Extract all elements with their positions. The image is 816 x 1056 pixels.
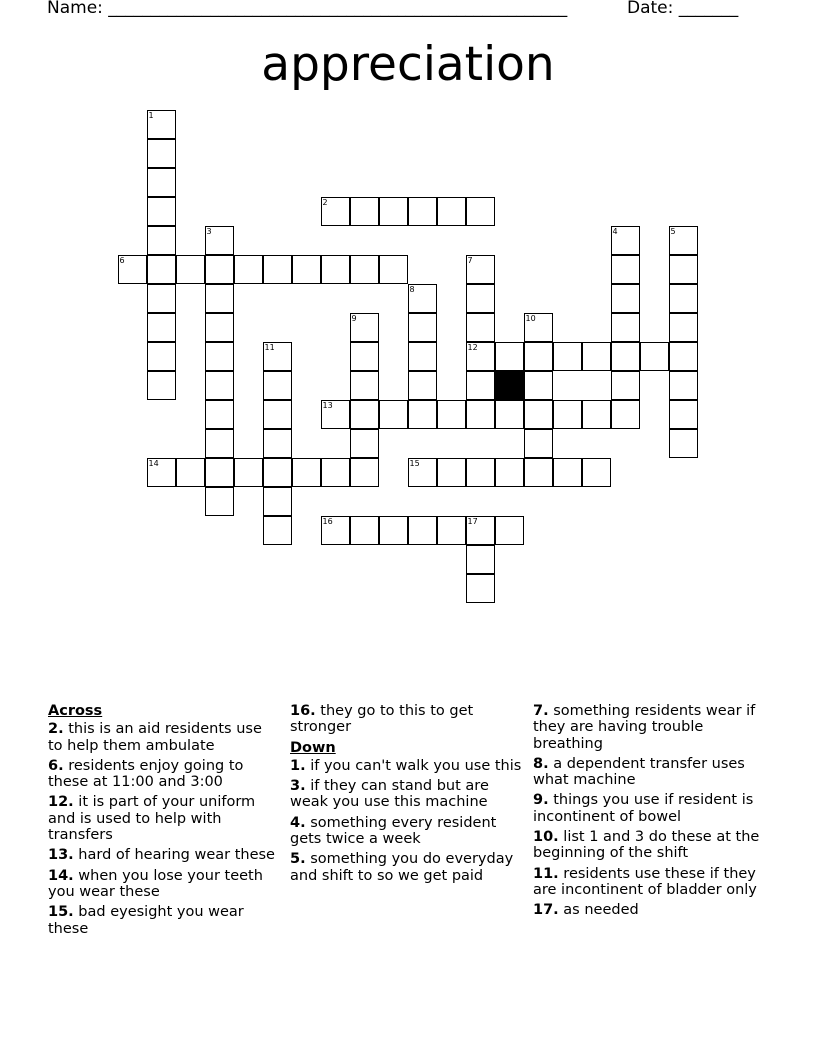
crossword-cell[interactable] [466, 400, 495, 429]
clue-item-number: 1. [290, 757, 306, 774]
crossword-cell[interactable] [292, 458, 321, 487]
crossword-cell[interactable] [147, 371, 176, 400]
clue-item-text: something residents wear if they are having trouble breathing [533, 703, 756, 752]
crossword-cell[interactable] [379, 255, 408, 284]
crossword-cell[interactable] [408, 313, 437, 342]
crossword-cell[interactable] [263, 255, 292, 284]
clue-item-text: residents enjoy going to these at 11:00 and 3:00 [48, 757, 244, 791]
clue-item [533, 829, 765, 862]
clue-item-number: 3. [290, 778, 306, 795]
crossword-cell[interactable] [263, 487, 292, 516]
crossword-cell[interactable] [234, 458, 263, 487]
clue-item [290, 758, 522, 774]
clue-number: 16 [322, 517, 333, 526]
crossword-cell[interactable] [611, 313, 640, 342]
clue-number: 14 [148, 459, 159, 468]
clue-item-number: 17. [533, 902, 559, 919]
crossword-cell[interactable] [234, 255, 263, 284]
crossword-cell[interactable] [640, 342, 669, 371]
clue-item-text: something every resident gets twice a week [290, 814, 497, 848]
clue-item-text: they go to this to get stronger [290, 703, 474, 736]
clue-item [48, 794, 278, 843]
crossword-cell[interactable] [350, 458, 379, 487]
date-field[interactable]: Date: _______ [627, 0, 739, 18]
clue-number: 9 [351, 314, 357, 323]
crossword-cell[interactable] [437, 458, 466, 487]
crossword-cell[interactable] [205, 371, 234, 400]
crossword-cell[interactable] [205, 313, 234, 342]
crossword-cell[interactable] [582, 342, 611, 371]
crossword-cell[interactable] [147, 197, 176, 226]
crossword-cell[interactable] [524, 342, 553, 371]
clue-number: 1 [148, 111, 154, 120]
clue-number: 3 [206, 227, 212, 236]
clue-item-text: bad eyesight you wear these [48, 904, 244, 937]
crossword-cell[interactable] [147, 110, 176, 139]
clue-item [290, 778, 522, 811]
clue-item-number: 16. [290, 703, 316, 719]
clue-number: 8 [409, 285, 415, 294]
crossword-cell[interactable] [524, 400, 553, 429]
clue-item [533, 703, 765, 752]
clue-number: 5 [670, 227, 676, 236]
crossword-cell[interactable] [611, 371, 640, 400]
clue-item-text: things you use if resident is incontinent of bowel [533, 792, 754, 825]
crossword-cell[interactable] [147, 458, 176, 487]
crossword-cell[interactable] [205, 255, 234, 284]
clues-column-1 [48, 703, 278, 941]
clue-item-text: when you lose your teeth you wear these [48, 867, 263, 900]
crossword-cell[interactable] [408, 371, 437, 400]
crossword-cell[interactable] [408, 197, 437, 226]
crossword-cell[interactable] [466, 574, 495, 603]
crossword-cell[interactable] [205, 226, 234, 255]
crossword-cell[interactable] [147, 139, 176, 168]
clue-item-number: 10. [533, 829, 559, 846]
crossword-cell[interactable] [669, 429, 698, 458]
crossword-cell[interactable] [263, 371, 292, 400]
clue-item-number: 15. [48, 904, 74, 921]
crossword-cell[interactable] [611, 226, 640, 255]
crossword-cell[interactable] [205, 429, 234, 458]
clue-item [290, 703, 522, 736]
clue-item [48, 721, 278, 754]
name-field[interactable]: Name: ______________________________________________________ [47, 0, 568, 18]
clue-item-number: 12. [48, 794, 74, 811]
crossword-cell[interactable] [466, 284, 495, 313]
crossword-cell[interactable] [350, 400, 379, 429]
crossword-cell[interactable] [379, 197, 408, 226]
crossword-cell[interactable] [669, 226, 698, 255]
clue-item [48, 868, 278, 901]
clue-item-number: 6. [48, 757, 64, 774]
crossword-cell[interactable] [437, 516, 466, 545]
clue-item [48, 904, 278, 937]
crossword-cell[interactable] [147, 226, 176, 255]
crossword-cell[interactable] [205, 284, 234, 313]
clue-item-number: 8. [533, 755, 549, 772]
crossword-cell[interactable] [147, 342, 176, 371]
crossword-cell[interactable] [669, 255, 698, 284]
crossword-cell[interactable] [669, 371, 698, 400]
crossword-cell[interactable] [350, 197, 379, 226]
clue-number: 11 [264, 343, 275, 352]
crossword-cell[interactable] [147, 255, 176, 284]
crossword-cell[interactable] [466, 342, 495, 371]
clue-item-text: this is an aid residents use to help them ambulate [48, 721, 262, 754]
clue-item-number: 14. [48, 867, 74, 884]
section-heading: Down [290, 739, 336, 756]
crossword-cell[interactable] [292, 255, 321, 284]
clue-item-text: a dependent transfer uses what machine [533, 755, 745, 789]
section-heading: Across [48, 703, 103, 719]
clue-item [533, 902, 765, 918]
crossword-cell[interactable] [669, 400, 698, 429]
crossword-cell[interactable] [147, 284, 176, 313]
crossword-cell[interactable] [321, 516, 350, 545]
crossword-cell[interactable] [350, 313, 379, 342]
crossword-cell[interactable] [408, 284, 437, 313]
crossword-cell[interactable] [350, 342, 379, 371]
crossword-cell[interactable] [466, 197, 495, 226]
clue-item-text: as needed [558, 902, 639, 919]
clue-number: 6 [119, 256, 125, 265]
crossword-cell[interactable] [553, 458, 582, 487]
clue-item-text: hard of hearing wear these [73, 847, 275, 864]
crossword-cell[interactable] [263, 458, 292, 487]
crossword-cell[interactable] [466, 516, 495, 545]
clue-item-text: residents use these if they are incontinent of bladder only [533, 865, 757, 898]
crossword-cell[interactable] [495, 342, 524, 371]
crossword-cell[interactable] [553, 400, 582, 429]
crossword-cell[interactable] [205, 342, 234, 371]
crossword-cell[interactable] [466, 255, 495, 284]
clue-item-number: 9. [533, 792, 549, 809]
crossword-cell[interactable] [321, 255, 350, 284]
clue-number: 10 [525, 314, 536, 323]
clue-item-number: 11. [533, 865, 559, 882]
clue-item-number: 2. [48, 721, 64, 738]
clue-item-text: it is part of your uniform and is used to help with transfers [48, 794, 256, 844]
crossword-cell[interactable] [495, 516, 524, 545]
clue-item [533, 792, 765, 825]
clue-number: 15 [409, 459, 420, 468]
crossword-cell[interactable] [524, 458, 553, 487]
clues-column-3 [533, 703, 765, 923]
crossword-cell[interactable] [437, 400, 466, 429]
clue-item-number: 7. [533, 703, 549, 719]
crossword-cell[interactable] [147, 313, 176, 342]
crossword-cell[interactable] [611, 284, 640, 313]
crossword-cell[interactable] [582, 458, 611, 487]
clue-item-text: if you can't walk you use this [305, 757, 522, 774]
clue-item-text: list 1 and 3 do these at the beginning of the shift [533, 829, 760, 862]
clue-item-number: 4. [290, 814, 306, 831]
clue-number: 12 [467, 343, 478, 352]
crossword-cell[interactable] [611, 342, 640, 371]
crossword-cell[interactable] [350, 516, 379, 545]
crossword-cell[interactable] [205, 487, 234, 516]
crossword-cell[interactable] [321, 400, 350, 429]
crossword-cell[interactable] [524, 429, 553, 458]
crossword-cell[interactable] [611, 255, 640, 284]
crossword-cell[interactable] [350, 371, 379, 400]
clue-item [48, 847, 278, 863]
crossword-cell[interactable] [205, 400, 234, 429]
clue-number: 17 [467, 517, 478, 526]
clue-item [290, 851, 522, 884]
crossword-cell[interactable] [611, 400, 640, 429]
page-title: appreciation [261, 37, 555, 92]
crossword-cell[interactable] [408, 400, 437, 429]
crossword-cell[interactable] [524, 313, 553, 342]
crossword-cell[interactable] [263, 429, 292, 458]
crossword-cell[interactable] [466, 371, 495, 400]
clue-item-number: 13. [48, 847, 74, 864]
crossword-cell[interactable] [408, 458, 437, 487]
clue-number: 2 [322, 198, 328, 207]
crossword-cell[interactable] [379, 400, 408, 429]
crossword-cell[interactable] [147, 168, 176, 197]
crossword-cell[interactable] [495, 400, 524, 429]
crossword-cell[interactable] [669, 342, 698, 371]
clue-number: 4 [612, 227, 618, 236]
crossword-cell[interactable] [350, 429, 379, 458]
clue-item-number: 5. [290, 851, 306, 868]
crossword-cell[interactable] [321, 197, 350, 226]
clues-column-2 [290, 703, 522, 888]
crossword-cell[interactable] [553, 342, 582, 371]
crossword-cell[interactable] [669, 284, 698, 313]
clue-item-text: something you do everyday and shift to so we get paid [290, 851, 514, 884]
crossword-cell[interactable] [350, 255, 379, 284]
crossword-cell[interactable] [466, 313, 495, 342]
crossword-cell[interactable] [263, 516, 292, 545]
clue-item [533, 866, 765, 899]
crossword-cell[interactable] [524, 371, 553, 400]
clue-item-text: if they can stand but are weak you use this machine [290, 778, 489, 811]
crossword-cell[interactable] [437, 197, 466, 226]
clue-item [290, 815, 522, 848]
crossword-cell[interactable] [466, 458, 495, 487]
crossword-cell[interactable] [263, 400, 292, 429]
crossword-cell[interactable] [495, 458, 524, 487]
crossword-cell[interactable] [669, 313, 698, 342]
clue-number: 13 [322, 401, 333, 410]
crossword-cell[interactable] [205, 458, 234, 487]
crossword-cell[interactable] [466, 545, 495, 574]
crossword-cell[interactable] [176, 255, 205, 284]
crossword-cell[interactable] [176, 458, 205, 487]
crossword-cell[interactable] [582, 400, 611, 429]
crossword-cell[interactable] [379, 516, 408, 545]
crossword-cell[interactable] [321, 458, 350, 487]
clue-number: 7 [467, 256, 473, 265]
crossword-block [495, 371, 524, 400]
crossword-cell[interactable] [408, 516, 437, 545]
clue-item [533, 756, 765, 789]
clue-item [48, 758, 278, 791]
crossword-cell[interactable] [118, 255, 147, 284]
crossword-cell[interactable] [263, 342, 292, 371]
crossword-cell[interactable] [408, 342, 437, 371]
